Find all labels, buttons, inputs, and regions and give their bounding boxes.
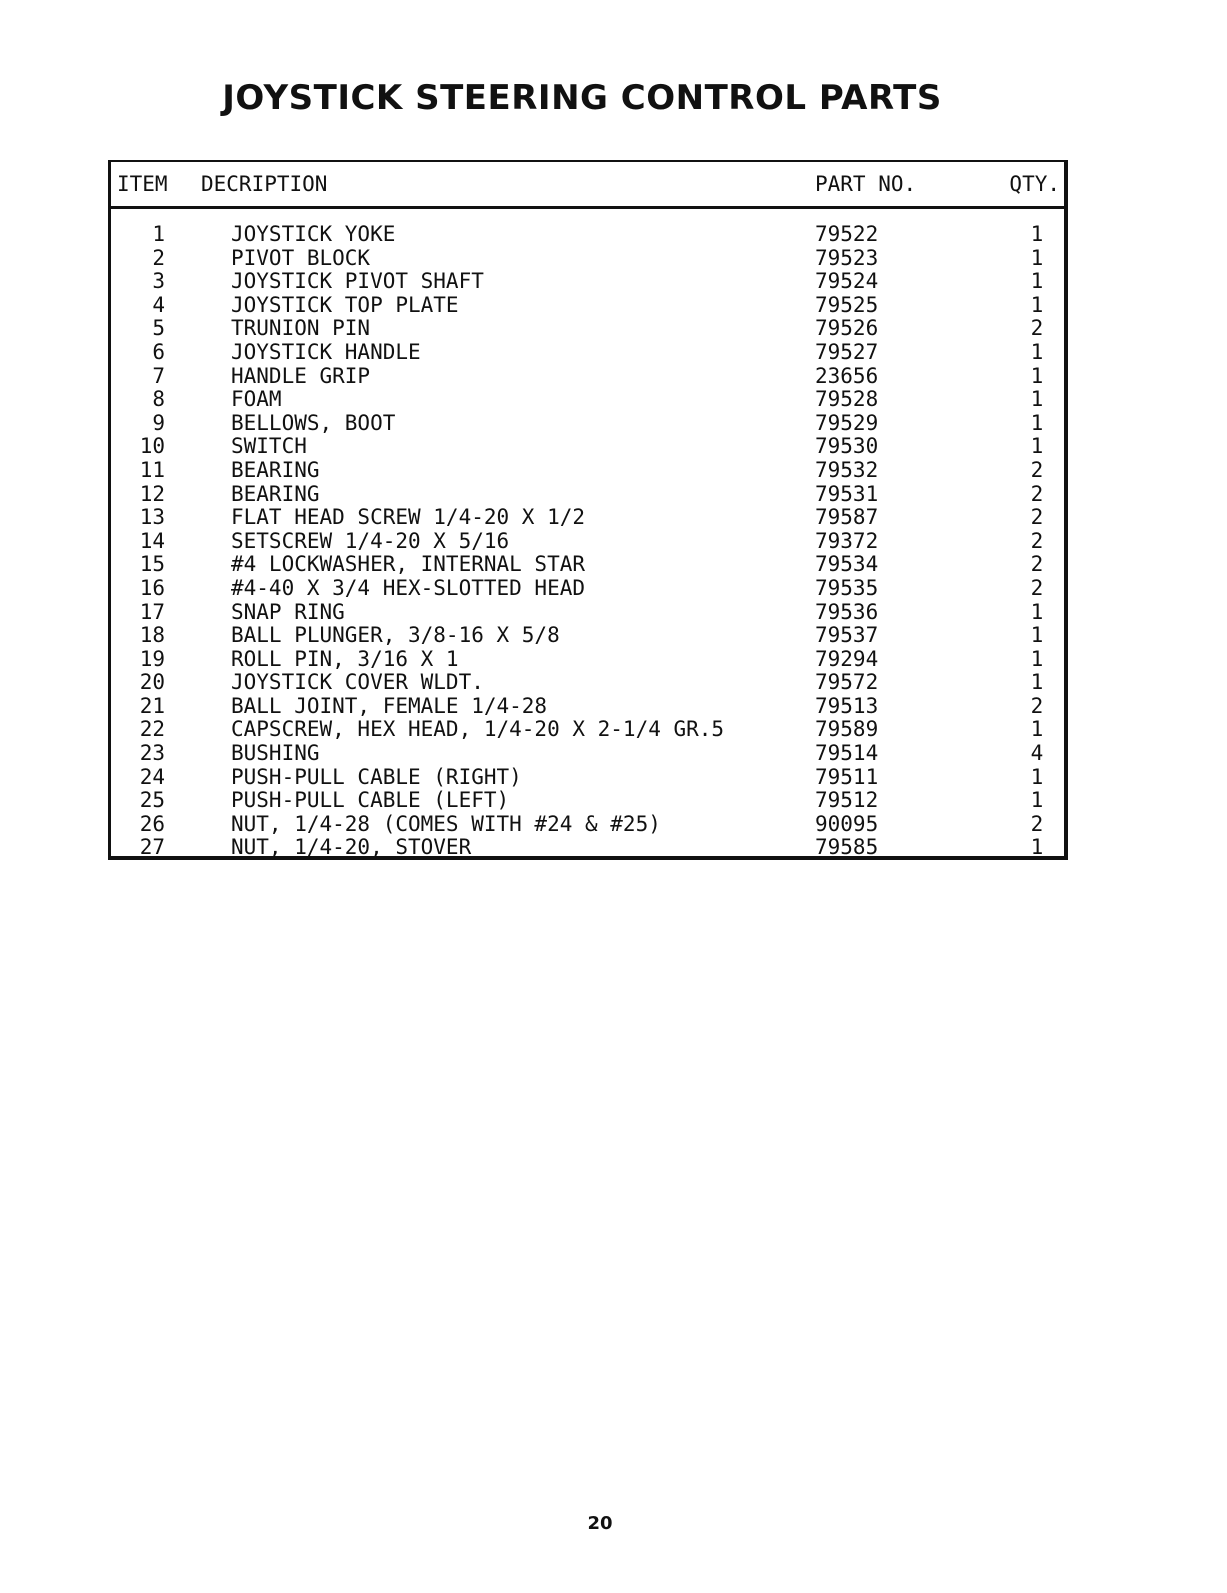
row-qty: 2 bbox=[1030, 528, 1044, 553]
table-row bbox=[111, 293, 1064, 317]
row-item: 11 bbox=[139, 457, 165, 482]
table-row bbox=[111, 458, 1064, 482]
row-item: 24 bbox=[139, 764, 165, 789]
row-item: 10 bbox=[139, 434, 165, 459]
row-part-no: 79531 bbox=[815, 481, 879, 506]
row-description: BALL PLUNGER, 3/8-16 X 5/8 bbox=[231, 623, 560, 648]
row-qty: 1 bbox=[1030, 717, 1044, 742]
parts-table bbox=[108, 160, 1068, 860]
row-part-no: 90095 bbox=[815, 811, 879, 836]
row-item: 16 bbox=[139, 575, 165, 600]
row-part-no: 79537 bbox=[815, 623, 879, 648]
table-header bbox=[111, 162, 1064, 209]
row-part-no: 79529 bbox=[815, 410, 879, 435]
row-part-no: 79585 bbox=[815, 835, 879, 860]
row-item: 5 bbox=[152, 316, 165, 341]
row-description: JOYSTICK HANDLE bbox=[231, 339, 421, 364]
row-description: CAPSCREW, HEX HEAD, 1/4-20 X 2-1/4 GR.5 bbox=[231, 717, 725, 742]
row-item: 27 bbox=[139, 835, 165, 860]
table-row bbox=[111, 717, 1064, 741]
row-item: 13 bbox=[139, 505, 165, 530]
table-row bbox=[111, 694, 1064, 718]
table-row bbox=[111, 552, 1064, 576]
table-row bbox=[111, 387, 1064, 411]
row-qty: 2 bbox=[1030, 505, 1044, 530]
header-item: ITEM bbox=[117, 172, 168, 196]
row-qty: 1 bbox=[1030, 269, 1044, 294]
table-row bbox=[111, 246, 1064, 270]
row-item: 9 bbox=[152, 410, 165, 435]
header-part-no: PART NO. bbox=[815, 172, 917, 196]
row-qty: 1 bbox=[1030, 410, 1044, 435]
row-description: BUSHING bbox=[231, 741, 320, 766]
row-description: SWITCH bbox=[231, 434, 307, 459]
row-part-no: 79587 bbox=[815, 505, 879, 530]
row-description: JOYSTICK PIVOT SHAFT bbox=[231, 269, 484, 294]
table-row bbox=[111, 340, 1064, 364]
row-qty: 1 bbox=[1030, 292, 1044, 317]
row-description: HANDLE GRIP bbox=[231, 363, 371, 388]
table-row bbox=[111, 835, 1064, 859]
row-item: 19 bbox=[139, 646, 165, 671]
row-qty: 2 bbox=[1030, 316, 1044, 341]
row-part-no: 79589 bbox=[815, 717, 879, 742]
table-row bbox=[111, 434, 1064, 458]
row-item: 23 bbox=[139, 741, 165, 766]
row-qty: 1 bbox=[1030, 222, 1044, 246]
table-row bbox=[111, 505, 1064, 529]
row-part-no: 79536 bbox=[815, 599, 879, 624]
row-part-no: 79512 bbox=[815, 788, 879, 813]
table-body bbox=[111, 222, 1064, 859]
row-description: BALL JOINT, FEMALE 1/4-28 bbox=[231, 693, 548, 718]
page-number: 20 bbox=[587, 1513, 613, 1534]
row-qty: 1 bbox=[1030, 434, 1044, 459]
row-item: 8 bbox=[152, 387, 165, 412]
row-qty: 2 bbox=[1030, 693, 1044, 718]
row-item: 7 bbox=[152, 363, 165, 388]
row-item: 14 bbox=[139, 528, 165, 553]
row-qty: 2 bbox=[1030, 811, 1044, 836]
row-part-no: 79535 bbox=[815, 575, 879, 600]
row-qty: 1 bbox=[1030, 670, 1044, 695]
row-description: NUT, 1/4-28 (COMES WITH #24 & #25) bbox=[231, 811, 661, 836]
row-qty: 2 bbox=[1030, 552, 1044, 577]
row-item: 1 bbox=[152, 222, 165, 246]
row-item: 25 bbox=[139, 788, 165, 813]
table-row bbox=[111, 269, 1064, 293]
row-part-no: 79514 bbox=[815, 741, 879, 766]
row-qty: 2 bbox=[1030, 457, 1044, 482]
row-qty: 1 bbox=[1030, 835, 1044, 860]
row-qty: 4 bbox=[1030, 741, 1044, 766]
row-part-no: 23656 bbox=[815, 363, 879, 388]
row-qty: 1 bbox=[1030, 387, 1044, 412]
table-row bbox=[111, 812, 1064, 836]
table-row bbox=[111, 741, 1064, 765]
row-item: 22 bbox=[139, 717, 165, 742]
row-qty: 1 bbox=[1030, 623, 1044, 648]
table-row bbox=[111, 647, 1064, 671]
row-description: #4-40 X 3/4 HEX-SLOTTED HEAD bbox=[231, 575, 586, 600]
table-row bbox=[111, 529, 1064, 553]
row-description: BELLOWS, BOOT bbox=[231, 410, 396, 435]
row-description: JOYSTICK COVER WLDT. bbox=[231, 670, 484, 695]
row-item: 12 bbox=[139, 481, 165, 506]
row-part-no: 79372 bbox=[815, 528, 879, 553]
header-description: DECRIPTION bbox=[201, 172, 328, 196]
row-item: 18 bbox=[139, 623, 165, 648]
row-part-no: 79526 bbox=[815, 316, 879, 341]
row-description: JOYSTICK TOP PLATE bbox=[231, 292, 459, 317]
row-item: 17 bbox=[139, 599, 165, 624]
row-description: #4 LOCKWASHER, INTERNAL STAR bbox=[231, 552, 586, 577]
row-part-no: 79511 bbox=[815, 764, 879, 789]
row-part-no: 79530 bbox=[815, 434, 879, 459]
row-item: 3 bbox=[152, 269, 165, 294]
table-row bbox=[111, 788, 1064, 812]
row-part-no: 79527 bbox=[815, 339, 879, 364]
row-qty: 1 bbox=[1030, 764, 1044, 789]
table-row bbox=[111, 623, 1064, 647]
row-item: 26 bbox=[139, 811, 165, 836]
row-qty: 1 bbox=[1030, 339, 1044, 364]
row-qty: 2 bbox=[1030, 481, 1044, 506]
table-row bbox=[111, 670, 1064, 694]
table-row bbox=[111, 765, 1064, 789]
table-row bbox=[111, 576, 1064, 600]
row-description: PUSH-PULL CABLE (RIGHT) bbox=[231, 764, 522, 789]
page-title: JOYSTICK STEERING CONTROL PARTS bbox=[222, 78, 942, 118]
row-description: NUT, 1/4-20, STOVER bbox=[231, 835, 472, 860]
table-row bbox=[111, 364, 1064, 388]
header-qty: QTY. bbox=[1009, 172, 1060, 196]
row-item: 6 bbox=[152, 339, 165, 364]
row-item: 21 bbox=[139, 693, 165, 718]
row-part-no: 79572 bbox=[815, 670, 879, 695]
row-description: ROLL PIN, 3/16 X 1 bbox=[231, 646, 459, 671]
row-part-no: 79534 bbox=[815, 552, 879, 577]
row-qty: 2 bbox=[1030, 575, 1044, 600]
row-part-no: 79294 bbox=[815, 646, 879, 671]
row-item: 2 bbox=[152, 245, 165, 270]
row-qty: 1 bbox=[1030, 599, 1044, 624]
table-row bbox=[111, 482, 1064, 506]
row-description: TRUNION PIN bbox=[231, 316, 371, 341]
row-qty: 1 bbox=[1030, 788, 1044, 813]
row-part-no: 79525 bbox=[815, 292, 879, 317]
row-description: JOYSTICK YOKE bbox=[231, 222, 396, 246]
row-item: 15 bbox=[139, 552, 165, 577]
row-part-no: 79524 bbox=[815, 269, 879, 294]
row-description: PIVOT BLOCK bbox=[231, 245, 371, 270]
table-row bbox=[111, 411, 1064, 435]
table-row bbox=[111, 222, 1064, 246]
row-qty: 1 bbox=[1030, 363, 1044, 388]
row-part-no: 79523 bbox=[815, 245, 879, 270]
row-description: FLAT HEAD SCREW 1/4-20 X 1/2 bbox=[231, 505, 586, 530]
row-description: BEARING bbox=[231, 481, 320, 506]
table-row bbox=[111, 316, 1064, 340]
row-part-no: 79532 bbox=[815, 457, 879, 482]
row-description: FOAM bbox=[231, 387, 282, 412]
row-description: PUSH-PULL CABLE (LEFT) bbox=[231, 788, 510, 813]
row-part-no: 79528 bbox=[815, 387, 879, 412]
table-row bbox=[111, 600, 1064, 624]
row-part-no: 79522 bbox=[815, 222, 879, 246]
row-description: SNAP RING bbox=[231, 599, 345, 624]
row-qty: 1 bbox=[1030, 245, 1044, 270]
row-item: 4 bbox=[152, 292, 165, 317]
row-item: 20 bbox=[139, 670, 165, 695]
row-description: BEARING bbox=[231, 457, 320, 482]
row-part-no: 79513 bbox=[815, 693, 879, 718]
row-description: SETSCREW 1/4-20 X 5/16 bbox=[231, 528, 510, 553]
row-qty: 1 bbox=[1030, 646, 1044, 671]
